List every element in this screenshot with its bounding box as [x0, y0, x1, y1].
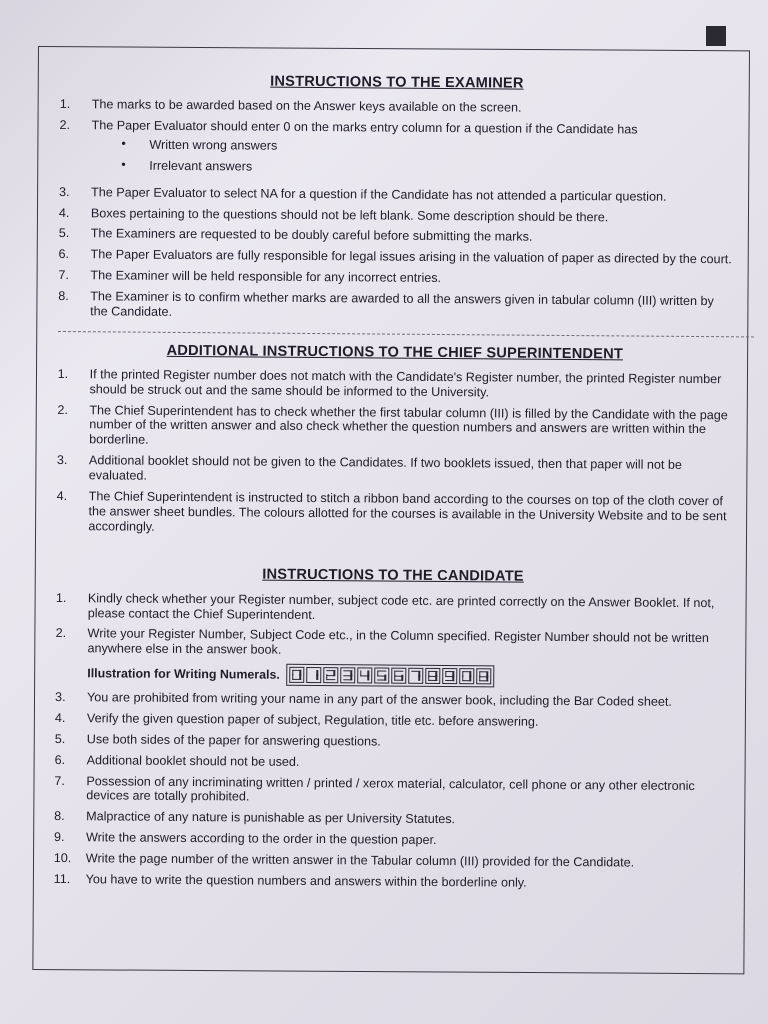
numeral-segment	[367, 675, 368, 681]
corner-registration-mark	[706, 26, 726, 46]
numeral-cell	[408, 668, 423, 684]
item-number: 5.	[54, 731, 66, 746]
numeral-segment	[418, 675, 419, 681]
numeral-cell	[289, 667, 304, 683]
numeral-segment	[326, 674, 327, 680]
item-number: 1.	[59, 97, 71, 112]
numeral-segment	[299, 674, 300, 680]
numeral-segment	[292, 674, 293, 680]
numeral-illustration	[87, 662, 729, 689]
numeral-digit-boxes	[286, 664, 494, 688]
instruction-item	[55, 626, 729, 661]
item-text-content: The Paper Evaluators are fully responsible for legal issues arising in the valuation of paper as directed by the court.	[90, 247, 732, 267]
numeral-cell	[391, 668, 406, 684]
instruction-item	[54, 809, 728, 829]
item-text-content: Malpractice of any nature is punishable as per University Statutes.	[86, 809, 456, 827]
item-text-content: The Chief Superintendent has to check whether the first tabular column (III) is filled by the Candidate with the page number of the written answer and also check whether the question numbers and answers are written within the borderline.	[89, 402, 728, 448]
bullet-item: • Irrelevant answers	[121, 158, 733, 178]
item-text-content: The Examiner is to confirm whether marks are awarded to all the answers given in tabular column (III) written by the Candidate.	[90, 289, 714, 319]
instruction-item	[60, 97, 734, 117]
item-number: 11.	[53, 871, 71, 886]
item-text-content: Write the page number of the written answer in the Tabular column (III) provided for the Candidate.	[85, 851, 635, 870]
candidate-list	[55, 591, 729, 662]
numeral-cell	[323, 667, 338, 683]
item-text	[91, 118, 733, 184]
dashed-divider	[58, 331, 754, 337]
item-text	[86, 851, 728, 871]
item-text-content: Use both sides of the paper for answering questions.	[86, 732, 381, 749]
item-text	[92, 97, 734, 117]
numeral-cell	[442, 668, 457, 684]
item-text	[86, 872, 728, 892]
item-text-content: The marks to be awarded based on the Answer keys available on the screen.	[91, 97, 522, 115]
instruction-item	[54, 774, 728, 809]
instruction-item	[54, 830, 728, 850]
instruction-item	[56, 489, 730, 539]
item-number: 8.	[58, 288, 69, 304]
item-number: 4.	[58, 205, 70, 220]
numeral-segment	[394, 671, 403, 672]
instruction-item	[59, 226, 733, 246]
numeral-segment	[435, 675, 436, 681]
chief-superintendent-section	[56, 342, 731, 539]
item-text	[91, 185, 733, 205]
numeral-segment	[428, 675, 429, 681]
illustration-label: Illustration for Writing Numerals.	[87, 666, 280, 682]
item-text	[91, 227, 733, 247]
item-number: 1.	[57, 366, 69, 381]
numeral-segment	[384, 675, 385, 681]
chief-superintendent-heading: ADDITIONAL INSTRUCTIONS TO THE CHIEF SUPERINTENDENT	[166, 342, 624, 363]
instruction-item	[57, 453, 731, 488]
item-text	[87, 753, 729, 773]
instruction-item	[58, 268, 732, 288]
numeral-cell	[476, 668, 491, 684]
bullet-list	[121, 137, 733, 178]
instruction-item	[59, 185, 733, 205]
item-text	[87, 690, 729, 710]
item-text-content: Boxes pertaining to the questions should not be left blank. Some description should be there.	[90, 205, 609, 224]
instruction-item	[57, 367, 731, 402]
item-text	[89, 367, 731, 402]
bullet-item: • Written wrong answers	[121, 137, 733, 157]
item-text-content: Possession of any incriminating written / printed / xerox material, calculator, cell phone or any other electronic devices are totally prohibited.	[86, 773, 695, 804]
instruction-item	[55, 690, 729, 710]
item-text-content: The Examiner will be held responsible for any incorrect entries.	[90, 268, 442, 286]
item-number: 6.	[54, 752, 66, 767]
candidate-section	[54, 565, 731, 892]
item-number: 8.	[54, 809, 65, 824]
instruction-item	[57, 403, 731, 453]
item-text-content: You have to write the question numbers and answers within the borderline only.	[85, 872, 527, 890]
instruction-item	[55, 711, 729, 731]
item-text-content: Write the answers according to the order in the question paper.	[85, 830, 437, 848]
item-number: 10.	[53, 850, 72, 866]
item-text	[91, 247, 733, 267]
candidate-heading: INSTRUCTIONS TO THE CANDIDATE	[262, 567, 524, 586]
item-text	[90, 268, 732, 288]
item-number: 4.	[56, 488, 68, 503]
item-number: 7.	[54, 773, 66, 788]
item-text	[88, 591, 730, 626]
item-text	[87, 732, 729, 752]
item-text	[87, 627, 729, 662]
instruction-item	[58, 289, 732, 324]
item-text-content: Additional booklet should not be given to the Candidates. If two booklets issued, then that paper will not be evaluated.	[88, 453, 682, 483]
item-text	[87, 711, 729, 731]
numeral-segment	[452, 675, 453, 681]
item-text	[91, 206, 733, 226]
item-text-content: You are prohibited from writing your name in any part of the answer book, including the Bar Coded sheet.	[87, 690, 672, 709]
numeral-segment	[462, 675, 463, 681]
numeral-cell	[459, 668, 474, 684]
item-text-content: The Paper Evaluator should enter 0 on the marks entry column for a question if the Candidate has	[91, 118, 638, 137]
item-text	[89, 403, 731, 453]
item-text	[90, 289, 732, 324]
numeral-segment	[445, 671, 446, 677]
instruction-item	[55, 753, 729, 773]
examiner-section	[58, 72, 734, 324]
item-text-content: Verify the given question paper of subject, Regulation, title etc. before answering.	[86, 711, 539, 729]
item-number: 1.	[55, 590, 67, 605]
instruction-item	[59, 118, 733, 184]
numeral-segment	[469, 675, 470, 681]
instruction-item	[54, 872, 728, 892]
item-text-content: If the printed Register number does not match with the Candidate's Register number, the printed Register number should be struck out and the same should be informed to the University.	[89, 367, 722, 400]
numeral-cell	[340, 667, 355, 683]
numeral-segment	[350, 674, 351, 680]
item-text	[86, 774, 728, 809]
item-text-content: Kindly check whether your Register number, subject code etc. are printed correctly on the Answer Booklet. If not, please contact the Chief Superintendent.	[87, 590, 715, 622]
examiner-list	[58, 97, 734, 324]
item-text-content: Additional booklet should not be used.	[86, 752, 300, 769]
item-number: 2.	[59, 118, 71, 133]
numeral-segment	[316, 674, 317, 680]
item-number: 2.	[55, 626, 67, 641]
item-text	[86, 810, 728, 830]
numeral-cell	[306, 667, 321, 683]
examiner-heading: INSTRUCTIONS TO THE EXAMINER	[270, 73, 524, 92]
item-text	[89, 453, 731, 488]
item-text	[88, 489, 730, 539]
chief-superintendent-list	[56, 367, 731, 539]
numeral-segment	[394, 675, 395, 681]
item-number: 4.	[54, 710, 66, 726]
instruction-item	[55, 732, 729, 752]
item-number: 2.	[57, 402, 68, 417]
item-number: 5.	[58, 226, 70, 241]
numeral-segment	[360, 671, 361, 677]
item-text-content: The Examiners are requested to be doubly careful before submitting the marks.	[90, 226, 533, 245]
numeral-segment	[334, 670, 335, 676]
numeral-segment	[377, 671, 378, 677]
item-number: 3.	[55, 690, 66, 705]
numeral-cell	[357, 667, 372, 683]
item-text-content: The Chief Superintendent is instructed to stitch a ribbon band according to the courses on top of the cloth cover of the answer sheet bundles. The colours allotted for the courses is available in the University Website and to be sent accordingly.	[88, 489, 727, 534]
item-number: 7.	[58, 268, 69, 283]
numeral-segment	[326, 679, 335, 680]
item-number: 3.	[56, 453, 68, 468]
instructions-content	[54, 72, 734, 898]
numeral-segment	[479, 675, 480, 681]
item-number: 9.	[53, 830, 65, 845]
numeral-cell	[425, 668, 440, 684]
instruction-item	[56, 591, 730, 626]
candidate-list-continued	[54, 690, 730, 892]
instruction-item	[54, 851, 728, 871]
numeral-segment	[401, 675, 402, 681]
instruction-item	[59, 247, 733, 267]
instruction-item	[59, 206, 733, 226]
numeral-segment	[377, 671, 386, 672]
item-text-content: The Paper Evaluator to select NA for a question if the Candidate has not attended a particular question.	[91, 184, 667, 204]
numeral-cell	[374, 668, 389, 684]
item-number: 3.	[59, 184, 70, 199]
item-number: 6.	[58, 247, 70, 262]
item-text-content: Write your Register Number, Subject Code etc., in the Column specified. Register Number should not be written anywhere else in the answer book.	[87, 626, 709, 658]
numeral-segment	[486, 676, 487, 682]
item-text	[86, 830, 728, 850]
